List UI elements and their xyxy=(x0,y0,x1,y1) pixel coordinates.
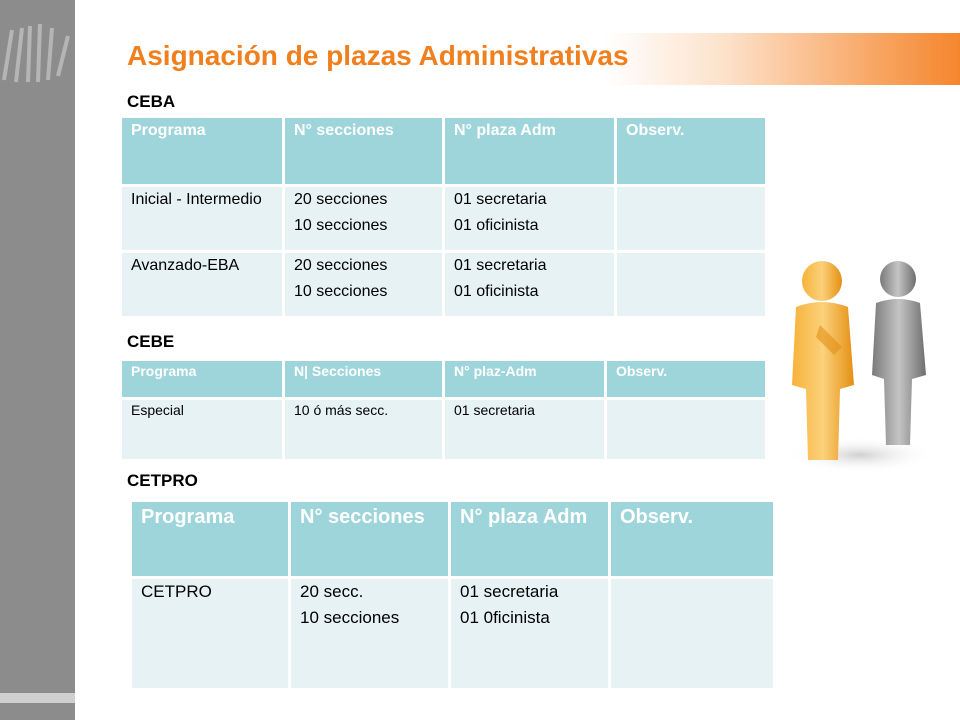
cell-observ xyxy=(611,576,773,688)
cell-line: 20 secciones xyxy=(294,257,388,274)
col-header-observ: Observ. xyxy=(611,502,773,576)
cell-secciones xyxy=(291,576,451,688)
cell-secciones xyxy=(285,250,445,316)
col-header-plaza: N° plaza Adm xyxy=(451,502,611,576)
table-row xyxy=(132,576,773,688)
col-header-plaza: N° plaza Adm xyxy=(445,118,617,184)
table-header-row xyxy=(122,118,765,184)
cell-plazas xyxy=(445,250,617,316)
cell-line: 01 0ficinista xyxy=(460,608,550,627)
cell-programa: CETPRO xyxy=(132,576,291,688)
cell-plazas xyxy=(451,576,611,688)
col-header-secciones: N° secciones xyxy=(291,502,451,576)
cell-line: 20 secciones xyxy=(294,191,388,208)
cell-programa: Especial xyxy=(122,397,285,459)
table-header-row xyxy=(132,502,773,576)
section-label-ceba: CEBA xyxy=(127,92,176,111)
cell-line: 01 secretaria xyxy=(454,191,547,208)
table-row xyxy=(122,397,765,459)
cell-line: 20 secc. xyxy=(300,582,364,601)
section-label-cetpro: CETPRO xyxy=(127,471,198,490)
cell-plazas: 01 secretaria xyxy=(445,397,607,459)
cell-observ xyxy=(617,250,765,316)
cebe-table xyxy=(122,361,765,459)
left-sidebar xyxy=(0,0,75,720)
ceba-table xyxy=(122,118,765,316)
cetpro-table xyxy=(132,502,773,688)
col-header-secciones: N° secciones xyxy=(285,118,445,184)
col-header-plaza: N° plaz-Adm xyxy=(445,361,607,397)
cell-plazas xyxy=(445,184,617,250)
cell-programa: Avanzado-EBA xyxy=(122,250,285,316)
col-header-programa: Programa xyxy=(122,361,285,397)
cell-line: 10 secciones xyxy=(300,608,400,627)
cell-secciones xyxy=(285,184,445,250)
col-header-observ: Observ. xyxy=(617,118,765,184)
col-header-secciones: N| Secciones xyxy=(285,361,445,397)
cell-line: 01 secretaria xyxy=(454,257,547,274)
stripes-logo-icon xyxy=(0,10,75,90)
col-header-programa: Programa xyxy=(122,118,285,184)
col-header-programa: Programa xyxy=(132,502,291,576)
cell-line: 10 secciones xyxy=(294,217,388,234)
table-header-row xyxy=(122,361,765,397)
section-label-cebe: CEBE xyxy=(127,332,175,351)
cell-line: 01 oficinista xyxy=(454,283,539,300)
sidebar-footer-band xyxy=(0,693,75,703)
table-row xyxy=(122,250,765,316)
page-title: Asignación de plazas Administrativas xyxy=(127,40,629,71)
cell-line: 10 secciones xyxy=(294,283,388,300)
cell-line: 01 secretaria xyxy=(460,582,559,601)
cell-programa: Inicial - Intermedio xyxy=(122,184,285,250)
cell-line: 01 oficinista xyxy=(454,217,539,234)
table-row xyxy=(122,184,765,250)
col-header-observ: Observ. xyxy=(607,361,765,397)
two-people-figures-icon xyxy=(780,255,940,485)
cell-secciones: 10 ó más secc. xyxy=(285,397,445,459)
cell-observ xyxy=(607,397,765,459)
cell-observ xyxy=(617,184,765,250)
